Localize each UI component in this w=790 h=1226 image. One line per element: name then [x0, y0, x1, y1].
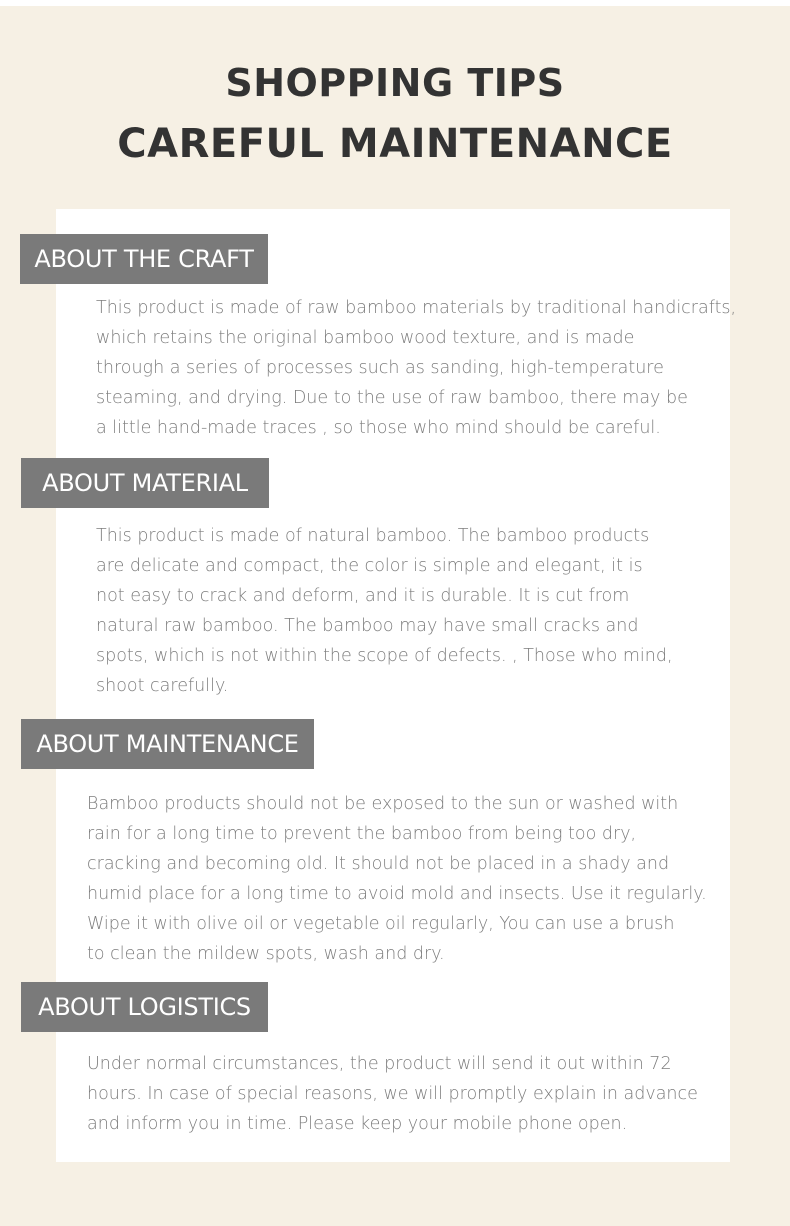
text-line: and inform you in time. Please keep your mobile phone open. — [87, 1114, 628, 1134]
text-line: steaming, and drying. Due to the use of raw bamboo, there may be — [96, 388, 688, 408]
section-heading-material: ABOUT MATERIAL — [21, 458, 269, 508]
text-line: through a series of processes such as sanding, high-temperature — [96, 358, 664, 378]
text-line: rain for a long time to prevent the bamboo from being too dry, — [87, 824, 637, 844]
text-line: not easy to crack and deform, and it is durable. It is cut from — [96, 586, 630, 606]
page-title-line-1: SHOPPING TIPS — [225, 61, 565, 105]
text-line: to clean the mildew spots, wash and dry. — [87, 944, 445, 964]
section-heading-craft: ABOUT THE CRAFT — [20, 234, 268, 284]
text-line: hours. In case of special reasons, we will promptly explain in advance — [87, 1084, 698, 1104]
section-heading-logistics: ABOUT LOGISTICS — [21, 982, 268, 1032]
section-body-craft — [96, 293, 736, 443]
page-title-line-2: CAREFUL MAINTENANCE — [117, 121, 673, 167]
text-line: a little hand-made traces , so those who mind should be careful. — [96, 418, 661, 438]
text-line: This product is made of raw bamboo materials by traditional handicrafts, — [96, 298, 737, 318]
text-line: cracking and becoming old. It should not be placed in a shady and — [87, 854, 670, 874]
text-line: This product is made of natural bamboo. The bamboo products — [96, 526, 650, 546]
text-line: Wipe it with olive oil or vegetable oil regularly, You can use a brush — [87, 914, 675, 934]
text-line: Bamboo products should not be exposed to the sun or washed with — [87, 794, 679, 814]
section-body-material — [96, 521, 673, 701]
text-line: humid place for a long time to avoid mold and insects. Use it regularly. — [87, 884, 707, 904]
text-line: natural raw bamboo. The bamboo may have small cracks and — [96, 616, 639, 636]
text-line: shoot carefully. — [96, 676, 229, 696]
section-body-maintenance — [87, 789, 707, 969]
section-heading-maintenance: ABOUT MAINTENANCE — [21, 719, 314, 769]
text-line: which retains the original bamboo wood texture, and is made — [96, 328, 635, 348]
text-line: spots, which is not within the scope of defects. , Those who mind, — [96, 646, 673, 666]
text-line: are delicate and compact, the color is simple and elegant, it is — [96, 556, 643, 576]
text-line: Under normal circumstances, the product will send it out within 72 — [87, 1054, 672, 1074]
section-body-logistics — [87, 1049, 698, 1139]
